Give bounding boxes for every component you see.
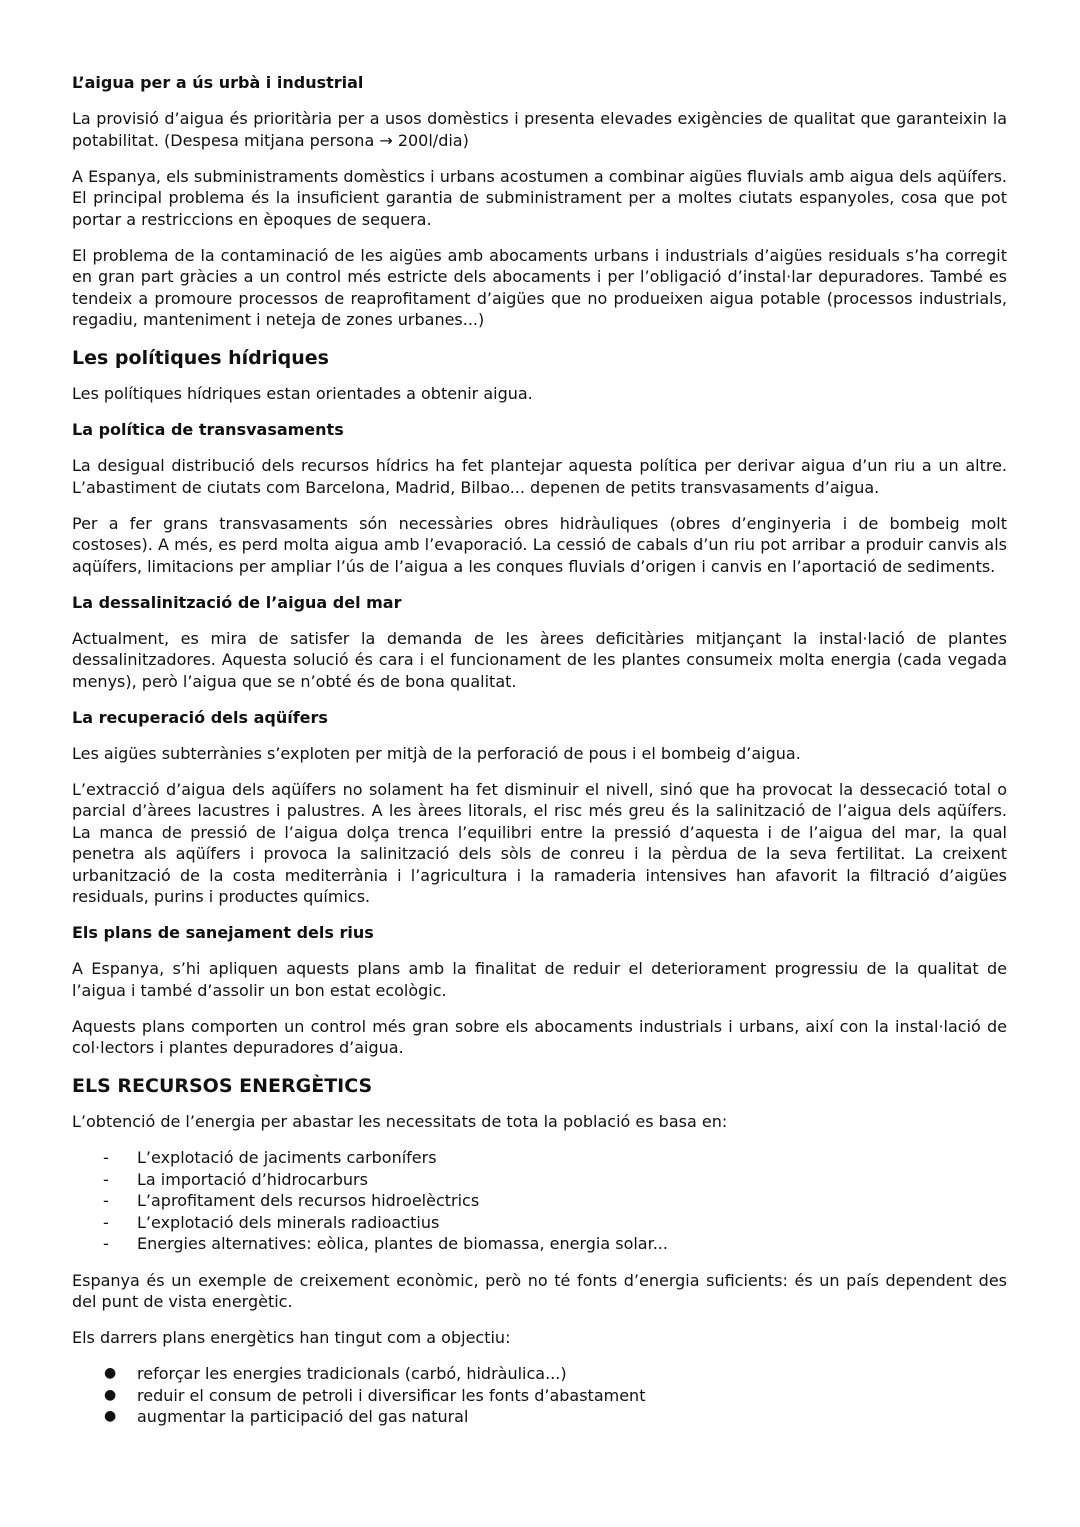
dash-marker: -	[103, 1212, 109, 1232]
list-item: ● augmentar la participació del gas natural	[104, 1407, 469, 1426]
paragraph-dessalinitzacio: Actualment, es mira de satisfer la demanda de les àrees deficitàries mitjançant la instal·lació de plantes dessalinitzadores. Aquesta solució és cara i el funcionament de les plantes consumeix molta energia (cada vegada menys), però l’aigua que se n’obté és de bona qualitat.	[72, 628, 1007, 691]
energy-sources-list	[72, 1147, 1007, 1255]
dash-marker: -	[103, 1191, 109, 1210]
dash-marker: -	[103, 1148, 109, 1167]
list-item: - L’explotació dels minerals radioactius	[103, 1212, 440, 1232]
heading-dessalinitzacio: La dessalinització de l’aigua del mar	[72, 592, 402, 612]
energy-objectives-list	[72, 1363, 1007, 1428]
paragraph-aquifers-2: L’extracció d’aigua dels aqüífers no solament ha fet disminuir el nivell, sinó que ha provocat la dessecació total o parcial d’àrees lacustres i palustres. A les àrees litorals, el risc més greu és la salinització de l’aigua dels aqüífers. La manca de pressió de l’aigua dolça trenca l’equilibri entre la pressió d’aquesta i de l’aigua del mar, la qual penetra als aqüífers i provoca la salinització dels sòls de conreu i la pèrdua de la seva fertilitat. La creixent urbanització de la costa mediterrània i l’agricultura i la ramaderia intensives han afavorit la filtració d’aigües residuals, purins i productes químics.	[72, 779, 1007, 906]
list-item: ● reforçar les energies tradicionals (carbó, hidràulica...)	[104, 1364, 567, 1383]
dash-marker: -	[103, 1234, 109, 1253]
paragraph-plans-energetics: Els darrers plans energètics han tingut com a objectiu:	[72, 1328, 511, 1347]
paragraph-subministraments: A Espanya, els subministraments domèstics i urbans acostumen a combinar aigües fluvials amb aigua dels aqüífers. El principal problema és la insuficient garantia de subministrament per a moltes ciutats espanyoles, cosa que pot portar a restriccions en èpoques de sequera.	[72, 166, 1007, 229]
paragraph-aquifers-1: Les aigües subterrànies s’exploten per mitjà de la perforació de pous i el bombeig d’aigua.	[72, 743, 801, 763]
list-item: - L’explotació de jaciments carbonífers	[103, 1148, 437, 1167]
heading-transvasaments: La política de transvasaments	[72, 420, 344, 439]
list-item: - Energies alternatives: eòlica, plantes de biomassa, energia solar...	[103, 1234, 668, 1253]
paragraph-energia-intro: L’obtenció de l’energia per abastar les necessitats de tota la població es basa en:	[72, 1112, 728, 1131]
paragraph-transvasaments-2: Per a fer grans transvasaments són necessàries obres hidràuliques (obres d’enginyeria i de bombeig molt costoses). A més, es perd molta aigua amb l’evaporació. La cessió de cabals d’un riu pot arribar a produir canvis als aqüífers, limitacions per ampliar l’ús de l’aigua a les conques fluvials d’origen i canvis en l’aportació de sediments.	[72, 513, 1007, 576]
paragraph-contaminacio: El problema de la contaminació de les aigües amb abocaments urbans i industrials d’aigües residuals s’ha corregit en gran part gràcies a un control més estricte dels abocaments i per l’obligació d’instal·lar depuradores. També es tendeix a promoure processos de reaprofitament d’aigües que no produeixen aigua potable (processos industrials, regadiu, manteniment i neteja de zones urbanes...)	[72, 245, 1007, 329]
heading-aquifers: La recuperació dels aqüífers	[72, 707, 328, 727]
dash-marker: -	[103, 1169, 109, 1189]
paragraph-sanejament-1: A Espanya, s’hi apliquen aquests plans amb la finalitat de reduir el deteriorament progressiu de la qualitat de l’aigua i també d’assolir un bon estat ecològic.	[72, 959, 1007, 1000]
heading-recursos-energetics: ELS RECURSOS ENERGÈTICS	[72, 1075, 373, 1097]
heading-aigua-urba: L’aigua per a ús urbà i industrial	[72, 73, 364, 92]
bullet-icon: ●	[104, 1386, 117, 1403]
heading-politiques-hidriques: Les polítiques hídriques	[72, 347, 329, 369]
heading-sanejament: Els plans de sanejament dels rius	[72, 923, 374, 942]
paragraph-transvasaments-1: La desigual distribució dels recursos hídrics ha fet plantejar aquesta política per derivar aigua d’un riu a un altre. L’abastiment de ciutats com Barcelona, Madrid, Bilbao... depenen de petits transvasaments d’aigua.	[72, 456, 1007, 497]
list-item: - La importació d’hidrocarburs	[103, 1169, 368, 1189]
bullet-icon: ●	[104, 1365, 117, 1381]
paragraph-potabilitat: La provisió d’aigua és prioritària per a usos domèstics i presenta elevades exigències de qualitat que garanteixin la potabilitat. (Despesa mitjana persona → 200l/dia)	[72, 109, 1007, 150]
paragraph-espanya-dependent: Espanya és un exemple de creixement econòmic, però no té fonts d’energia suficients: és un país dependent des del punt de vista energètic.	[72, 1270, 1007, 1311]
list-item: ● reduir el consum de petroli i diversificar les fonts d’abastament	[104, 1385, 646, 1405]
paragraph-politiques-intro: Les polítiques hídriques estan orientades a obtenir aigua.	[72, 384, 533, 403]
paragraph-sanejament-2: Aquests plans comporten un control més gran sobre els abocaments industrials i urbans, així con la instal·lació de col·lectors i plantes depuradores d’aigua.	[72, 1016, 1007, 1057]
bullet-icon: ●	[104, 1408, 117, 1424]
list-item: - L’aprofitament dels recursos hidroelèctrics	[103, 1191, 480, 1210]
